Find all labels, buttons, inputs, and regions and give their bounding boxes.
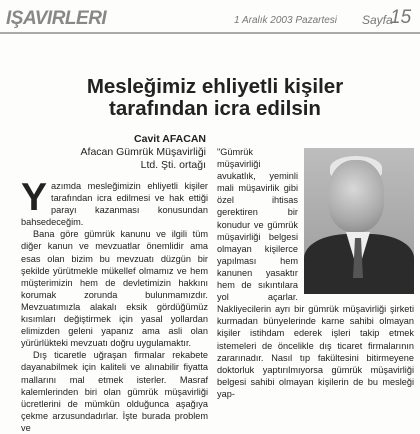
paragraph-1 — [21, 176, 208, 228]
publication-section: IŞAVIRLERI — [6, 8, 107, 29]
author-name: Cavit AFACAN — [134, 133, 206, 145]
byline — [20, 133, 206, 172]
issue-date: 1 Aralık 2003 Pazartesi — [234, 15, 338, 26]
article-column-left — [21, 176, 208, 433]
author-affiliation-2: Ltd. Şti. ortağı — [140, 159, 206, 171]
headline-line-1: Mesleğimiz ehliyetli kişiler — [86, 75, 344, 98]
page-label: Sayfa — [362, 13, 393, 27]
paragraph-2: Bana göre gümrük kanunu ve ilgili tüm diğer kanun ve mevzuatlar önemlidir ama esas olan bizim bu mevzuatı düzgün bir şekilde yürütmekle mükellef olmamız ve hem müşterimizin hem de devletimizin hakkını korumak zorunda bulunmamızdır. Mevzuatımızla alakalı eksik gördüğümüz kısımları değiştirmek için yasal yollardan elimizden geleni yapanız ama asli olan yürürlükteki mevzuatı doğru uygulamaktır. — [21, 229, 208, 349]
portrait-photo-icon — [304, 148, 414, 291]
page-number: 15 — [390, 7, 412, 28]
headline-line-2: tarafından icra edilsin — [109, 97, 321, 120]
paragraph-1-text: azımda mesleğimizin ehliyetli kişiler tarafından icra edilmesi ve hak ettiği parayı kazanması konusundan bahsedeceğim. — [21, 181, 208, 228]
article-column-right — [217, 146, 414, 420]
quote-paragraph: "Gümrük müşavirliği avukatlık, yeminli mali müşavirlik gibi özel ihtisas gerektiren bir konudur ve gümrük müşavirliği belgesi olmayan kişilerce yapılması hem kanunen yasaktır hem de sıkıntılara yol açarlar. Nakliyecilerin ayrı bir gümrük müşavirliği şirketi kurmadan bünyelerinde karne sahibi olmayan kişiler istihdam ederek işleri takip etmek istemeleri de öncelikle dış ticaret firmalarının zararınadır. Nasıl tıp fakültesini bitirmeyene doktorluk yaptırılmıyorsa gümrük müşavirliği belgesi sahibi olmayan kişilerin de bu mesleği yap- — [217, 147, 414, 399]
article-headline — [20, 76, 410, 120]
paragraph-3: Dış ticaretle uğraşan firmalar rekabete dayanabilmek için kaliteli ve alınabilir fiyatta mallarını mal etmek isterler. Masraf kalemlerinden biri olan gümrük müşavirliği ücretlerini de mümkün olduğunca aşağıya çekme arzusundadırlar. İşte burada problem ve — [21, 350, 208, 433]
drop-cap: Y — [21, 176, 48, 219]
masthead — [0, 8, 420, 30]
header-rule — [0, 32, 420, 34]
author-affiliation-1: Afacan Gümrük Müşavirliği — [80, 146, 206, 158]
